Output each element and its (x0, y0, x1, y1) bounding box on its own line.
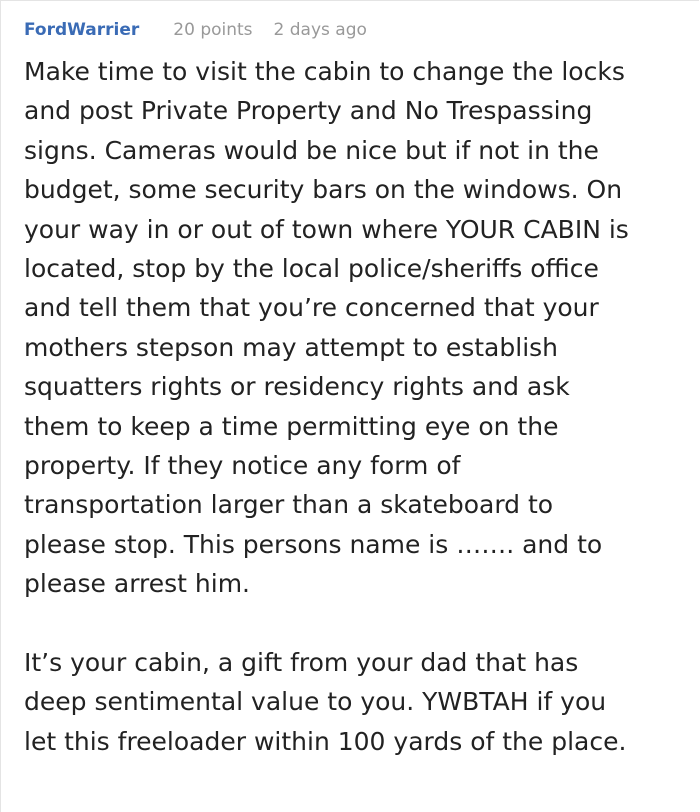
comment-text-line: budget, some security bars on the windows. On (24, 175, 623, 205)
comment-text-line: located, stop by the local police/sheriffs office (24, 254, 599, 284)
comment-text-line: let this freeloader within 100 yards of the place. (24, 726, 627, 756)
timestamp: 2 days ago (273, 20, 367, 40)
comment-text-line: Make time to visit the cabin to change the locks (24, 57, 625, 86)
comment-text-line: transportation larger than a skateboard to (24, 490, 554, 520)
comment-text-line: them to keep a time permitting eye on the (24, 411, 559, 441)
comment-text-line: please stop. This persons name is ……. and to (24, 529, 603, 559)
comment-text-line: and tell them that you’re concerned that your (24, 293, 599, 323)
comment-body (24, 52, 629, 801)
comment-meta (24, 20, 367, 40)
comment-text-line: your way in or out of town where YOUR CABIN is (24, 214, 629, 244)
comment-text-line: squatters rights or residency rights and ask (24, 372, 570, 402)
comment-text-line: deep sentimental value to you. YWBTAH if you (24, 687, 607, 717)
author-link[interactable]: FordWarrier (24, 20, 140, 40)
comment-text-line: mothers stepson may attempt to establish (24, 332, 559, 362)
comment-text-line: and post Private Property and No Trespassing (24, 96, 593, 126)
comment-paragraph (24, 52, 629, 604)
comment-text-line: property. If they notice any form of (24, 451, 461, 481)
comment-text-line: please arrest him. (24, 569, 251, 599)
comment-paragraph (24, 643, 629, 761)
comment-text-line: signs. Cameras would be nice but if not in the (24, 135, 599, 165)
points-count: 20 points (173, 20, 253, 40)
comment-text-line: It’s your cabin, a gift from your dad that has (24, 648, 579, 678)
